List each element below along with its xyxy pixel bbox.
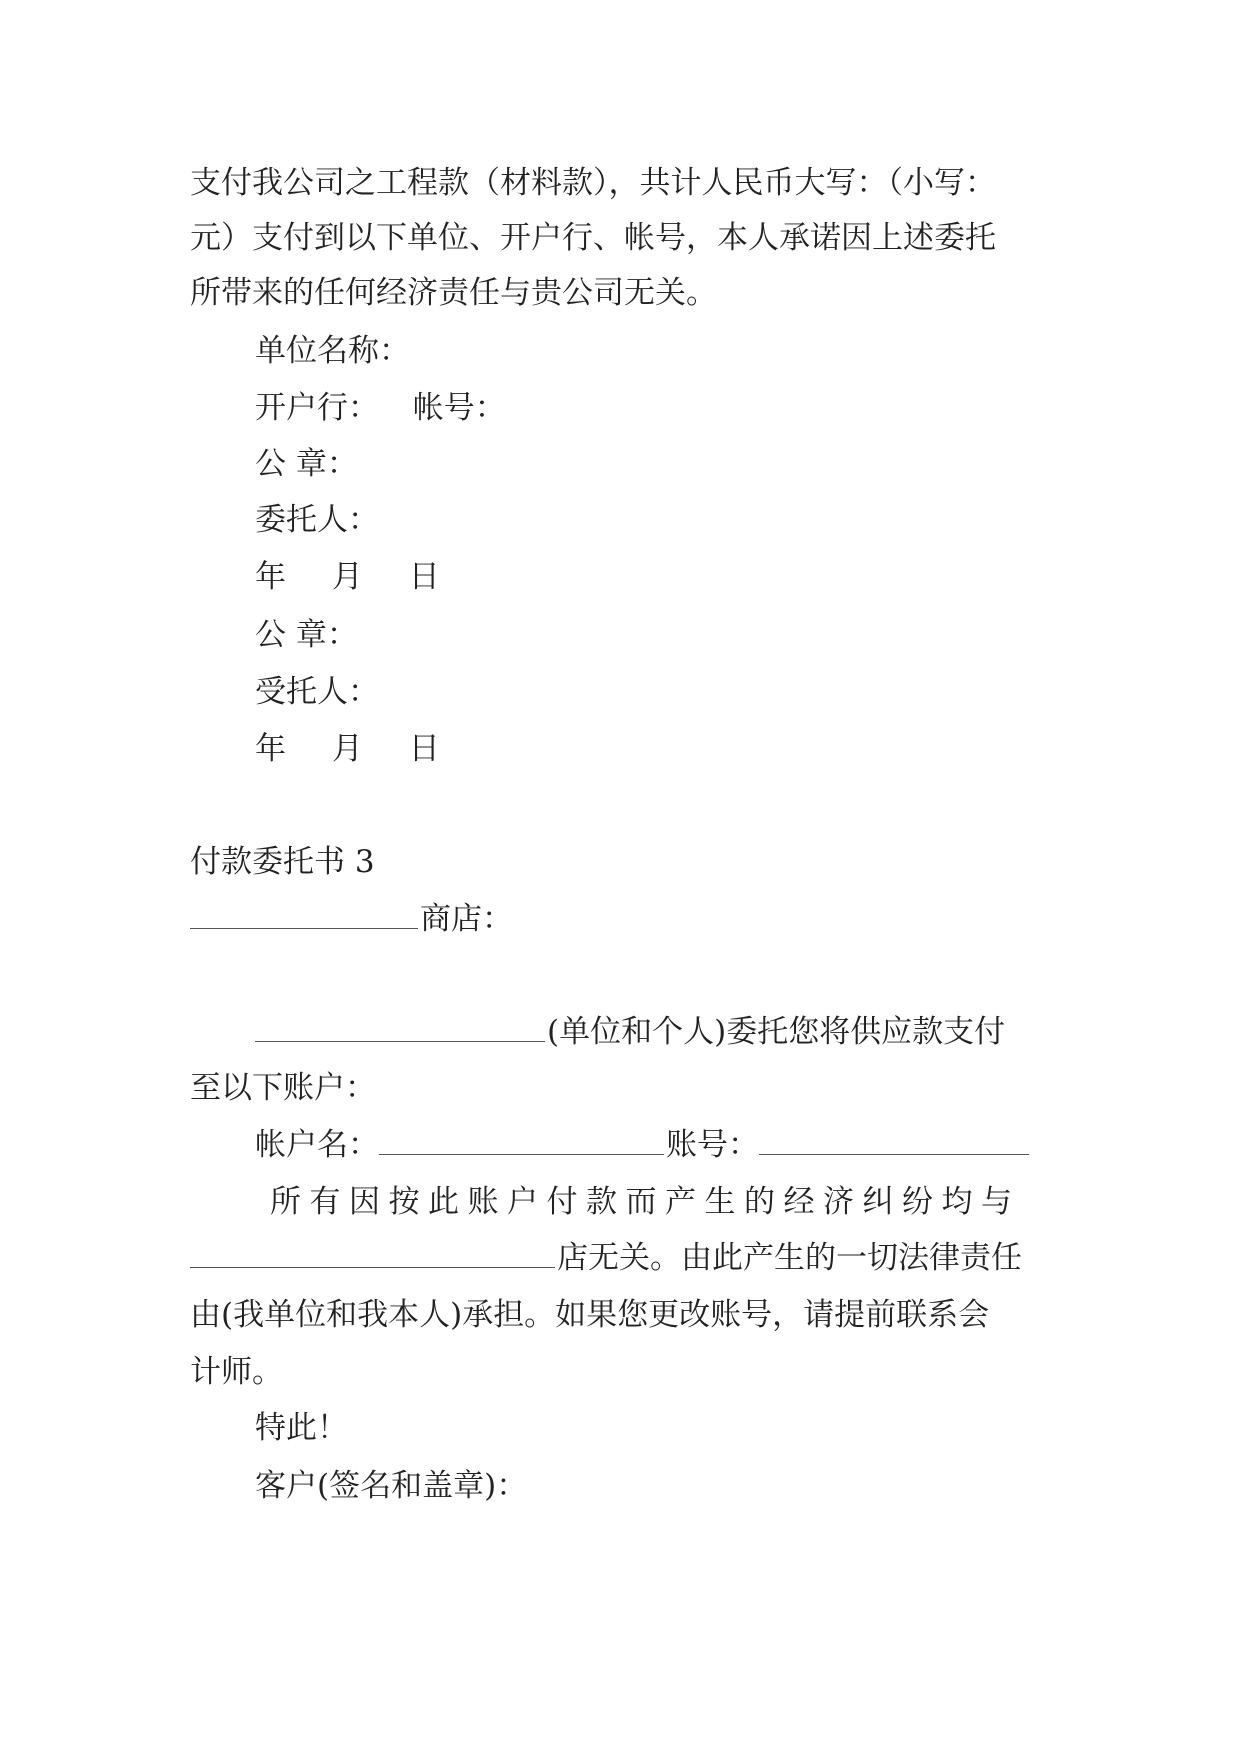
disclaimer-line xyxy=(190,1295,1050,1335)
date-field xyxy=(255,729,1050,769)
paragraph-line-text: 支付我公司之工程款（材料款），共计人民币大写：（小写： xyxy=(190,165,996,201)
agent-field xyxy=(255,672,1050,712)
entrust-cont-text: 至以下账户： xyxy=(190,1070,376,1106)
date-label: 年 月 日 xyxy=(255,559,458,595)
bank-label: 开户行： xyxy=(255,390,379,426)
disclaimer-line xyxy=(270,1182,1050,1222)
seal-label: 公 章： xyxy=(255,617,358,653)
entrust-continuation xyxy=(190,1068,1050,1108)
unit-name-field xyxy=(255,331,1050,371)
client-sign-label: 客户(签名和盖章)： xyxy=(255,1468,528,1504)
disclaimer-line xyxy=(190,1352,1050,1392)
paragraph-line xyxy=(190,163,1050,203)
section-title-text: 付款委托书 3 xyxy=(190,844,375,880)
account-line xyxy=(255,1125,1050,1165)
client-sign-line xyxy=(255,1466,1050,1506)
date-label: 年 月 日 xyxy=(255,731,458,767)
disclaimer-text: 计师。 xyxy=(190,1354,283,1390)
paragraph-line xyxy=(190,218,1050,258)
entrust-line xyxy=(255,1012,1050,1052)
paragraph-line-text: 元）支付到以下单位、开户行、帐号，本人承诺因上述委托 xyxy=(190,220,996,256)
disclaimer-text: 店无关。由此产生的一切法律责任 xyxy=(557,1240,1022,1276)
account-name-blank xyxy=(379,1126,664,1155)
hereby-text: 特此！ xyxy=(255,1410,348,1446)
principal-field xyxy=(255,500,1050,540)
paragraph-line xyxy=(190,273,1050,313)
date-field xyxy=(255,557,1050,597)
account-name-label: 帐户名： xyxy=(255,1127,379,1163)
unit-name-label: 单位名称： xyxy=(255,333,410,369)
agent-label: 受托人： xyxy=(255,674,379,710)
seal-label: 公 章： xyxy=(255,446,358,482)
disclaimer-text: 所有因按此账户付款而产生的经济纠纷均与 xyxy=(270,1184,1021,1220)
disclaimer-text: 由(我单位和我本人)承担。如果您更改账号，请提前联系会 xyxy=(190,1297,990,1333)
entrust-blank xyxy=(255,1013,545,1042)
section-title xyxy=(190,842,1050,882)
paragraph-line-text: 所带来的任何经济责任与贵公司无关。 xyxy=(190,275,717,311)
store-suffix: 商店： xyxy=(420,901,513,937)
seal-field xyxy=(255,444,1050,484)
store-line xyxy=(190,899,1050,939)
seal-field xyxy=(255,615,1050,655)
account-no-label: 账号： xyxy=(666,1127,759,1163)
account-label: 帐号： xyxy=(412,390,506,426)
store-name-blank xyxy=(190,1239,555,1268)
account-no-blank xyxy=(759,1126,1029,1155)
disclaimer-line xyxy=(190,1238,1050,1278)
hereby-line xyxy=(255,1408,1050,1448)
entrust-suffix: (单位和个人)委托您将供应款支付 xyxy=(547,1014,1006,1050)
bank-account-field xyxy=(255,388,1050,428)
store-blank xyxy=(190,900,418,929)
principal-label: 委托人： xyxy=(255,502,379,538)
